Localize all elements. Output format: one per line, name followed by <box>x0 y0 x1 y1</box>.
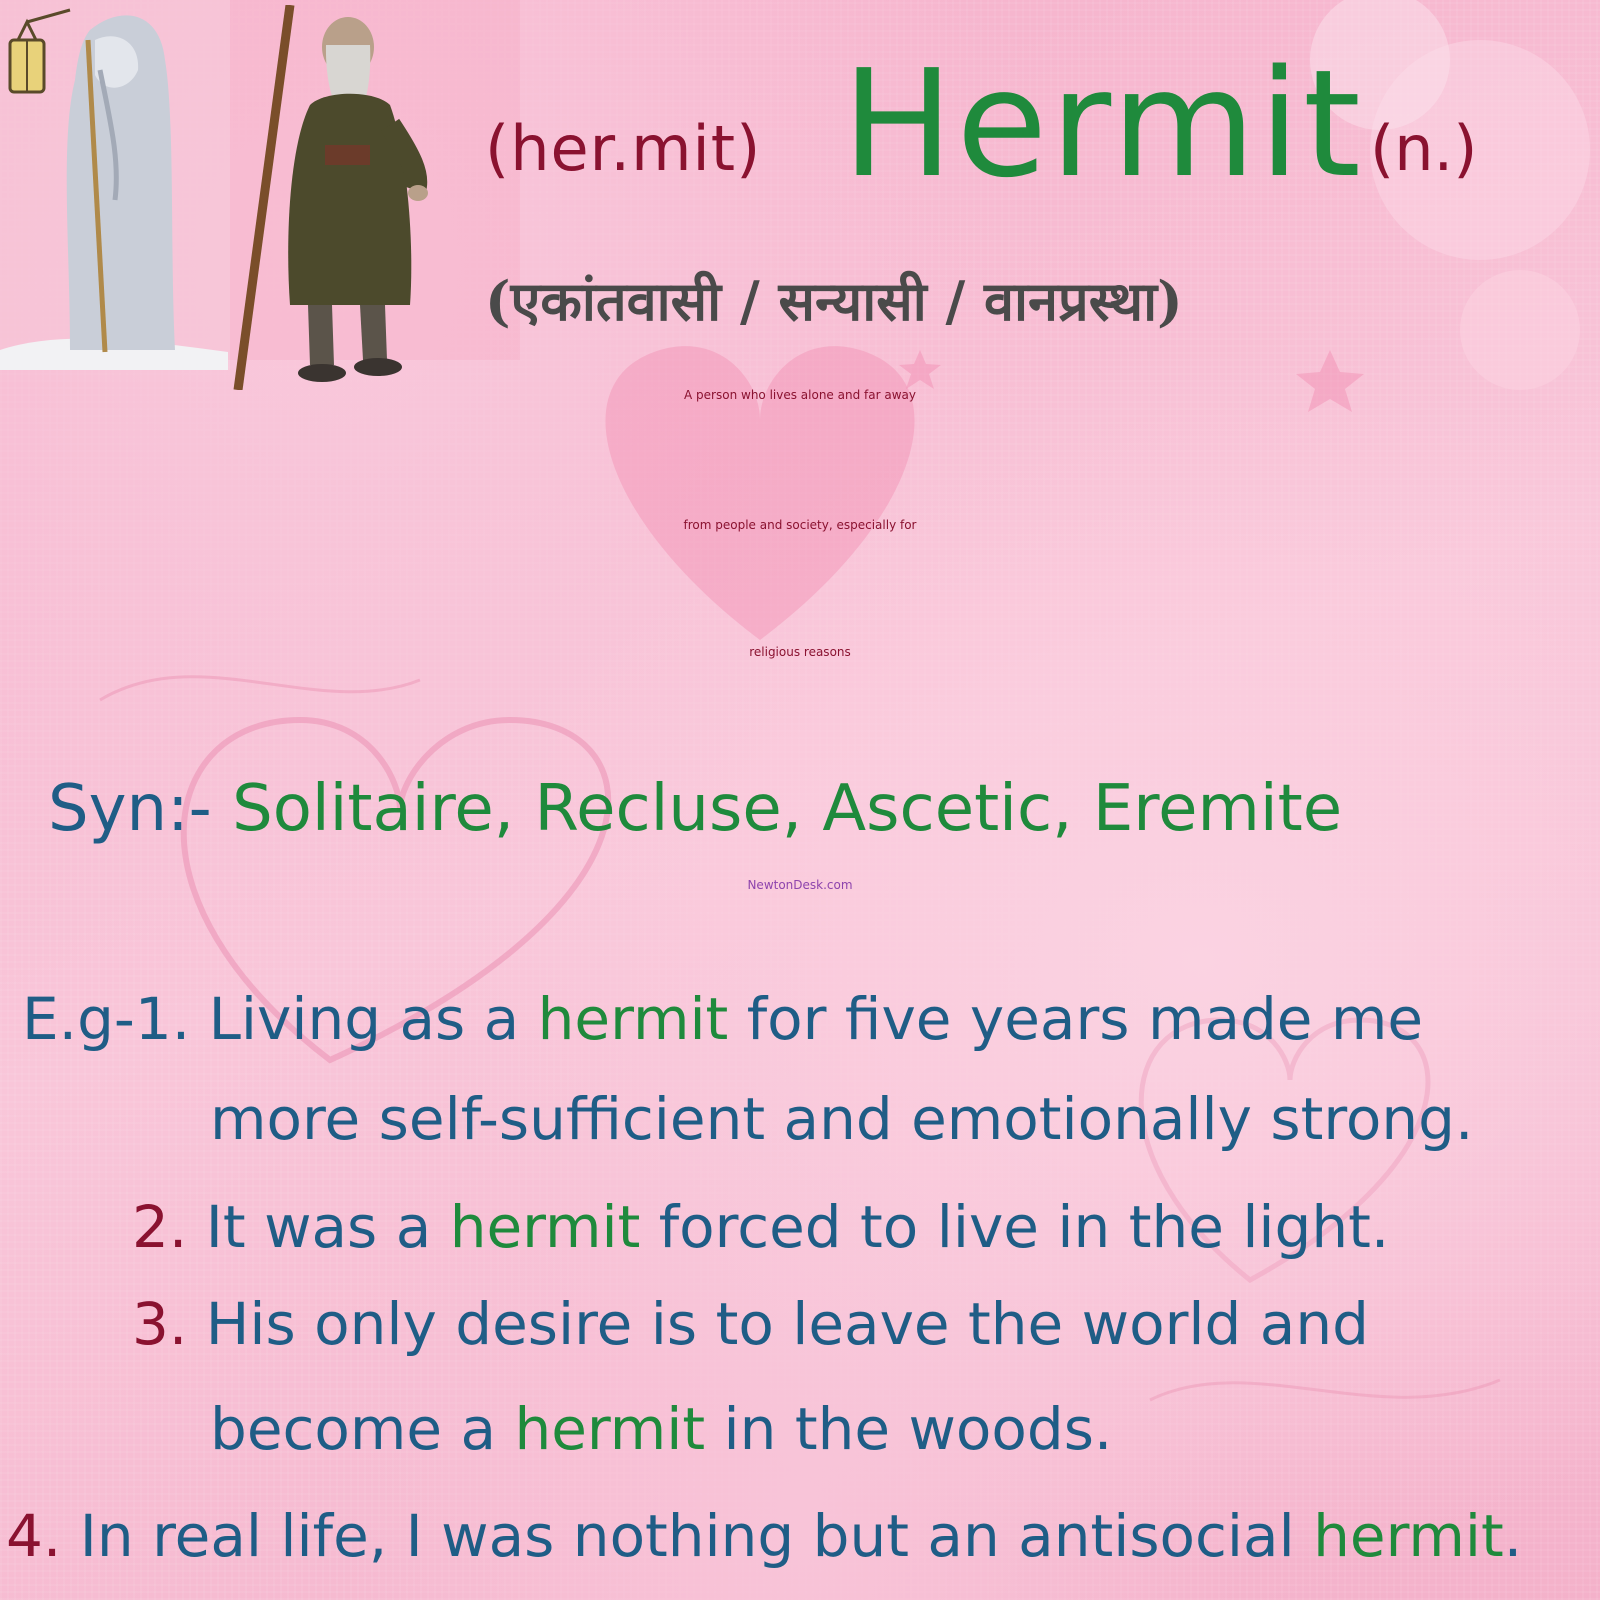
example-number: 3. <box>132 1290 206 1358</box>
part-of-speech: (n.) <box>1370 112 1478 185</box>
example-text: forced to live in the light. <box>640 1193 1390 1261</box>
example-1-line-2: more self-sufficient and emotionally strong. <box>210 1085 1474 1153</box>
example-text: . <box>1503 1502 1523 1570</box>
hermit-with-lantern-illustration <box>0 0 230 370</box>
example-number: E.g-1. <box>22 985 209 1053</box>
example-number: 4. <box>6 1502 80 1570</box>
example-text: Living as a <box>208 985 538 1053</box>
example-keyword: hermit <box>449 1193 641 1261</box>
definition-line: from people and society, especially for <box>683 518 917 532</box>
example-keyword: hermit <box>537 985 729 1053</box>
definition-line: religious reasons <box>749 645 851 659</box>
example-2 <box>132 1193 1389 1261</box>
example-3-line-2 <box>210 1395 1112 1463</box>
site-name: NewtonDesk.com <box>747 878 853 892</box>
example-4 <box>6 1502 1522 1570</box>
synonyms-list: Solitaire, Recluse, Ascetic, Eremite <box>232 772 1343 846</box>
example-text: In real life, I was nothing but an antisocial <box>79 1502 1314 1570</box>
star-shape <box>1296 350 1364 412</box>
example-keyword: hermit <box>514 1395 706 1463</box>
pronunciation: (her.mit) <box>485 112 762 185</box>
example-text: for five years made me <box>728 985 1424 1053</box>
example-text: His only desire is to leave the world and <box>205 1290 1369 1358</box>
hindi-translation: (एकांतवासी / सन्यासी / वानप्रस्था) <box>485 269 1183 333</box>
flourish-line <box>1150 1380 1500 1400</box>
definition-line: A person who lives alone and far away <box>684 388 916 402</box>
example-1-line-1 <box>22 985 1423 1053</box>
bokeh-circle <box>1460 270 1580 390</box>
headword: Hermit <box>842 38 1364 210</box>
example-text: become a <box>210 1395 515 1463</box>
synonyms-line <box>48 772 1342 846</box>
star-shape <box>899 350 941 389</box>
example-3-line-1 <box>132 1290 1369 1358</box>
synonyms-label: Syn:- <box>48 772 233 846</box>
example-keyword: hermit <box>1313 1502 1504 1570</box>
example-text: in the woods. <box>705 1395 1113 1463</box>
hermit-with-staff-illustration <box>230 5 460 390</box>
example-text: It was a <box>205 1193 450 1261</box>
example-number: 2. <box>132 1193 206 1261</box>
flourish-line <box>100 677 420 700</box>
